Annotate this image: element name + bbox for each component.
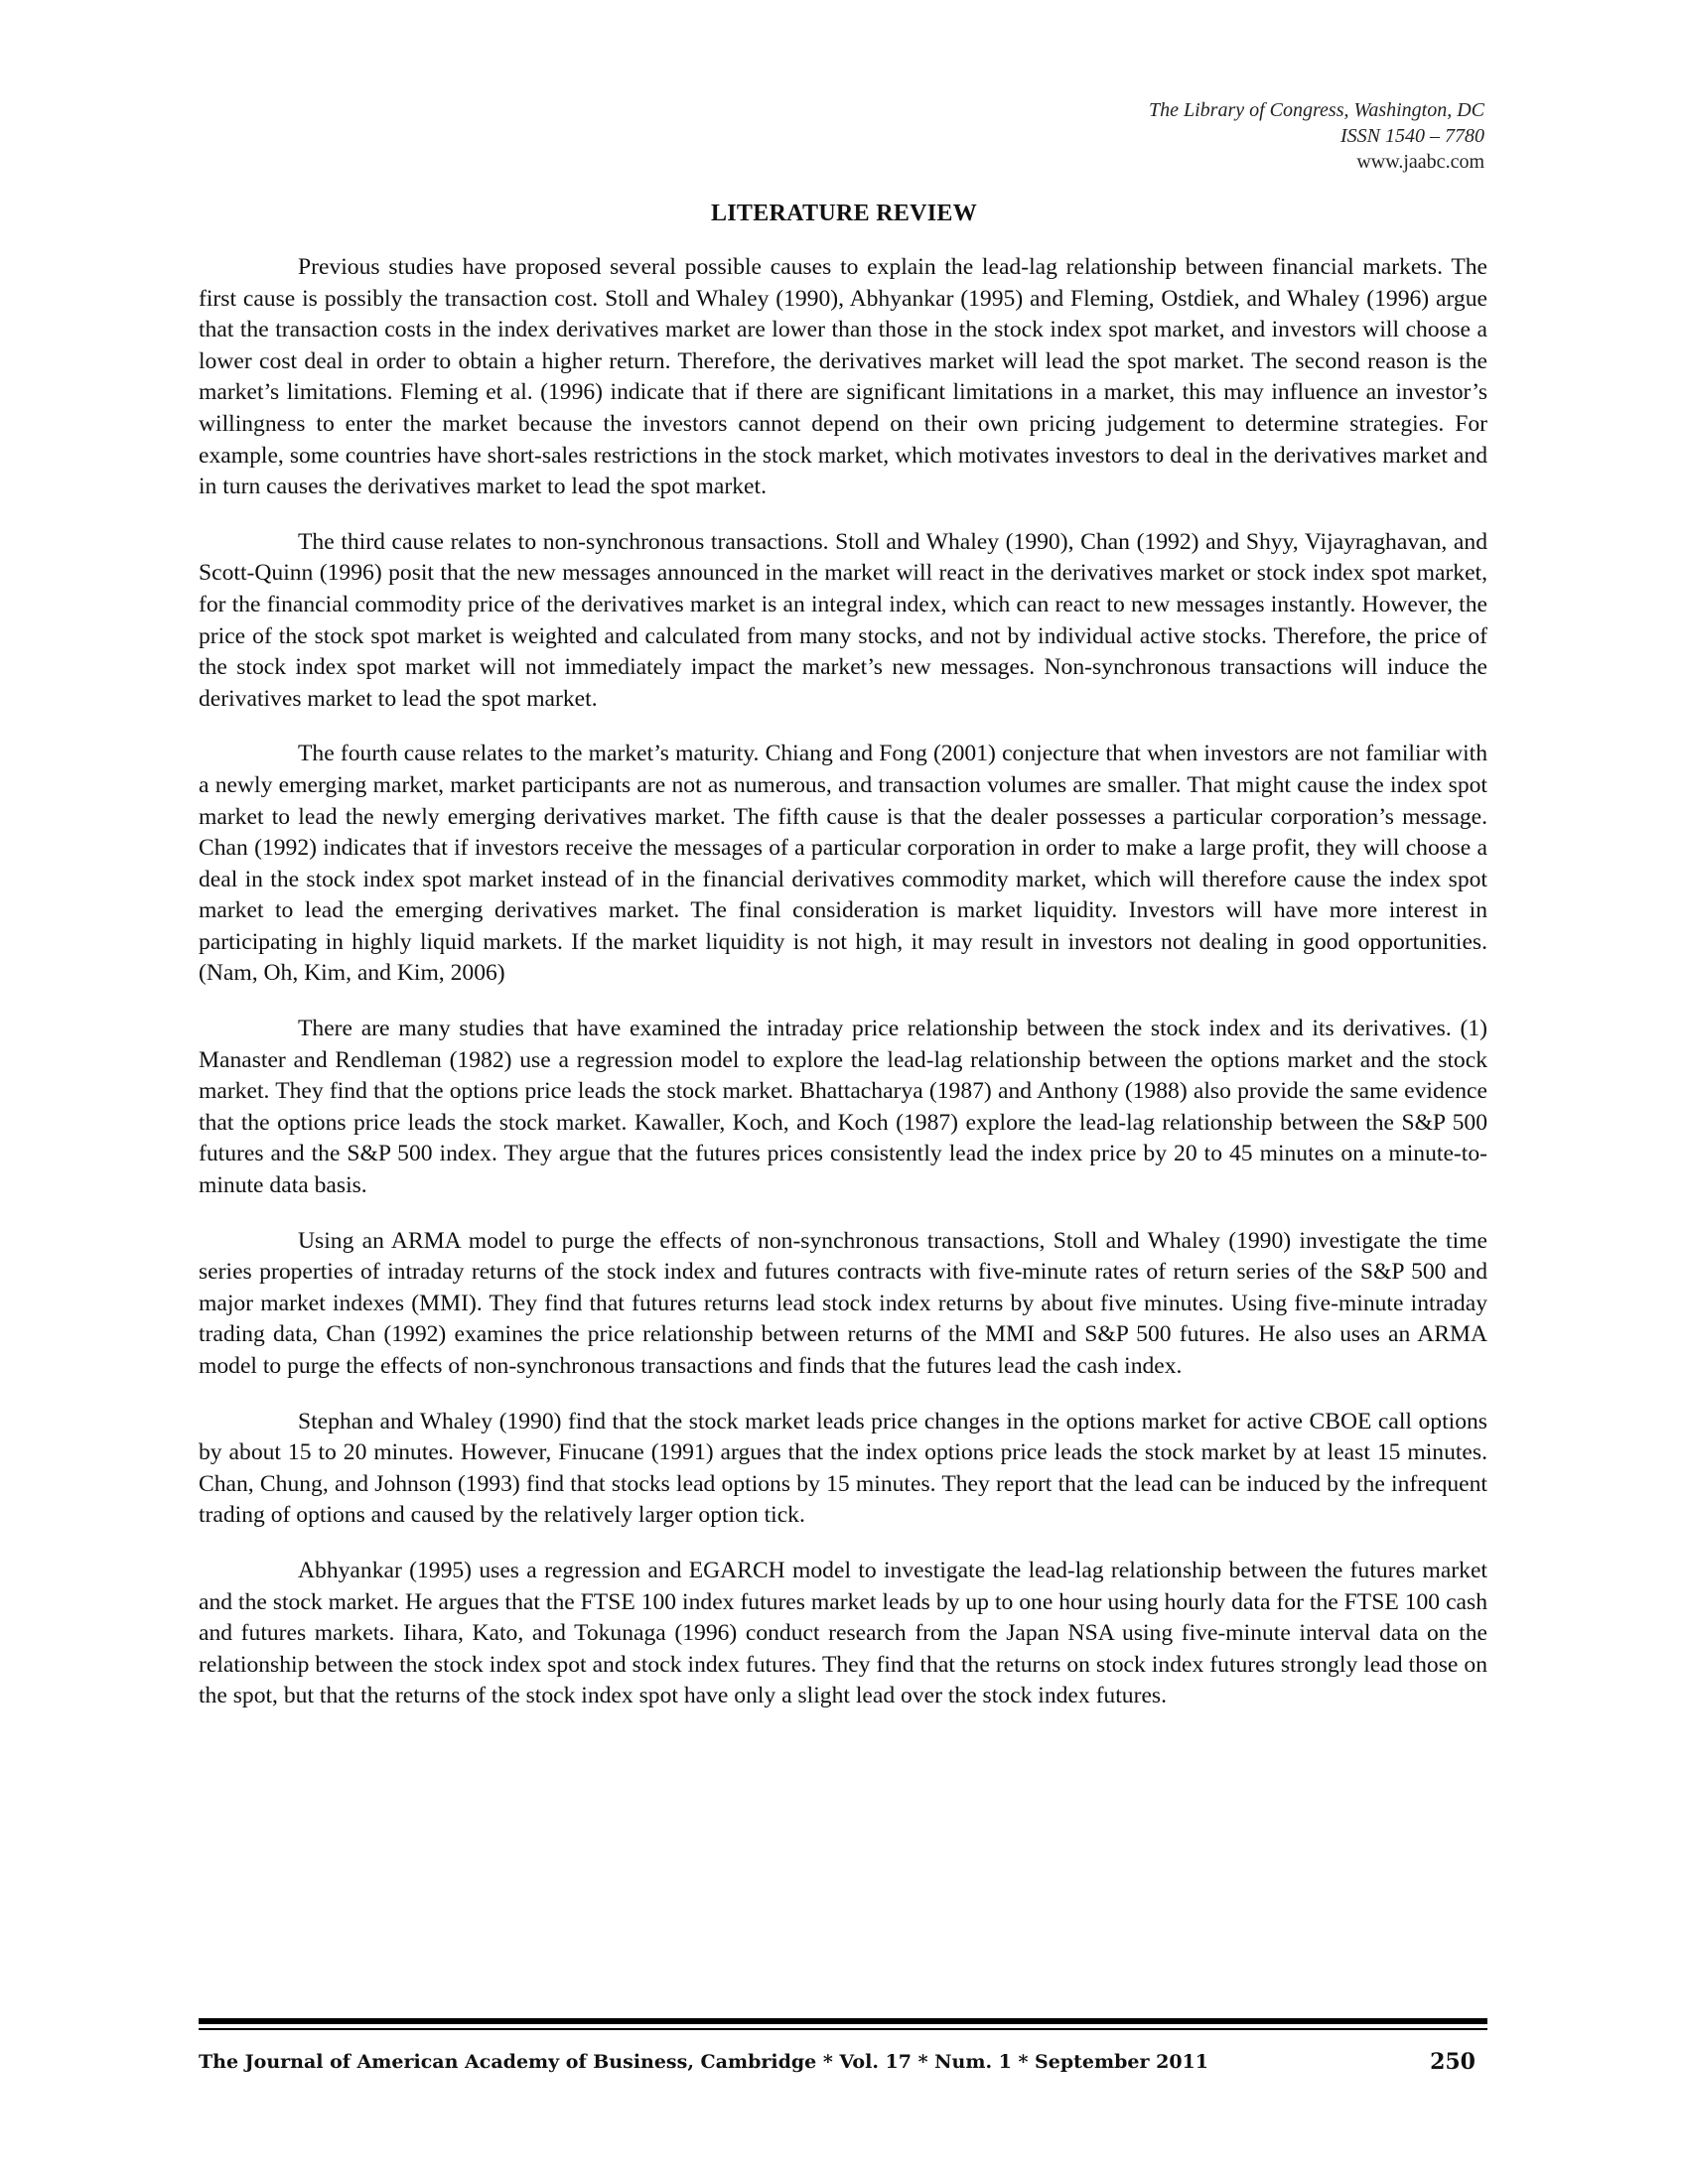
header-website-line: www.jaabc.com [1356,151,1484,173]
paragraph-5: Using an ARMA model to purge the effects of non-synchronous transactions, Stoll and Whaley (1990) investigate the time series properties of intraday returns of the stock index and futures contracts with five-minute rates of return series of the S&P 500 and major market indexes (MMI). They find that futures returns lead stock index returns by about five minutes. Using five-minute intraday trading data, Chan (1992) examines the price relationship between returns of the MMI and S&P 500 futures. He also uses an ARMA model to purge the effects of non-synchronous transactions and finds that the futures lead the cash index. [199,1227,1487,1379]
paragraph-3: The fourth cause relates to the market’s maturity. Chiang and Fong (2001) conjecture that when investors are not familiar with a newly emerging market, market participants are not as numerous, and transaction volumes are smaller. That might cause the index spot market to lead the newly emerging derivatives market. The fifth cause is that the dealer possesses a particular corporation’s message. Chan (1992) indicates that if investors receive the messages of a particular corporation in order to make a large profit, they will choose a deal in the stock index spot market instead of in the financial derivatives commodity market, which will therefore cause the index spot market to lead the emerging derivatives market. The final consideration is market liquidity. Investors will have more interest in participating in highly liquid markets. If the market liquidity is not high, it may result in investors not dealing in good opportunities. (Nam, Oh, Kim, and Kim, 2006) [199,741,1487,987]
section-title: LITERATURE REVIEW [710,201,978,226]
body-text [199,252,1487,1736]
footer-journal-citation: The Journal of American Academy of Business, Cambridge * Vol. 17 * Num. 1 * September 2011 [199,2051,1209,2073]
footer-rule-thick [199,2018,1487,2024]
paragraph-2: The third cause relates to non-synchronous transactions. Stoll and Whaley (1990), Chan (1992) and Shyy, Vijayraghavan, and Scott-Quinn (1996) posit that the new messages announced in the market will react in the derivatives market or stock index spot market, for the financial commodity price of the derivatives market is an integral index, which can react to new messages instantly. However, the price of the stock spot market is weighted and calculated from many stocks, and not by individual active stocks. Therefore, the price of the stock index spot market will not immediately impact the market’s new messages. Non-synchronous transactions will induce the derivatives market to lead the spot market. [199,528,1487,712]
footer-rule-thin [199,2028,1487,2030]
running-header [1149,97,1484,175]
header-issn-line: ISSN 1540 – 7780 [1340,125,1484,147]
paragraph-4: There are many studies that have examined the intraday price relationship between the stock index and its derivatives. (1) Manaster and Rendleman (1982) use a regression model to explore the lead-lag relationship between the options market and the stock market. They find that the options price leads the stock market. Bhattacharya (1987) and Anthony (1988) also provide the same evidence that the options price leads the stock market. Kawaller, Koch, and Koch (1987) explore the lead-lag relationship between the S&P 500 futures and the S&P 500 index. They argue that the futures prices consistently lead the index price by 20 to 45 minutes on a minute-to-minute data basis. [199,1016,1487,1199]
paragraph-7: Abhyankar (1995) uses a regression and EGARCH model to investigate the lead-lag relationship between the futures market and the stock market. He argues that the FTSE 100 index futures market leads by up to one hour using hourly data for the FTSE 100 cash and futures markets. Iihara, Kato, and Tokunaga (1996) conduct research from the Japan NSA using five-minute interval data on the relationship between the stock index spot and stock index futures. They find that the returns on stock index futures strongly lead those on the spot, but that the returns of the stock index spot have only a slight lead over the stock index futures. [199,1557,1487,1709]
page-number: 250 [1430,2049,1476,2075]
paragraph-1: Previous studies have proposed several possible causes to explain the lead-lag relationship between financial markets. The first cause is possibly the transaction cost. Stoll and Whaley (1990), Abhyankar (1995) and Fleming, Ostdiek, and Whaley (1996) argue that the transaction costs in the index derivatives market are lower than those in the stock index spot market, and investors will choose a lower cost deal in order to obtain a higher return. Therefore, the derivatives market will lead the spot market. The second reason is the market’s limitations. Fleming et al. (1996) indicate that if there are significant limitations in a market, this may influence an investor’s willingness to enter the market because the investors cannot depend on their own pricing judgement to determine strategies. For example, some countries have short-sales restrictions in the stock market, which motivates investors to deal in the derivatives market and in turn causes the derivatives market to lead the spot market. [199,254,1487,500]
paragraph-6: Stephan and Whaley (1990) find that the stock market leads price changes in the options market for active CBOE call options by about 15 to 20 minutes. However, Finucane (1991) argues that the index options price leads the stock market by at least 15 minutes. Chan, Chung, and Johnson (1993) find that stocks lead options by 15 minutes. They report that the lead can be induced by the infrequent trading of options and caused by the relatively larger option tick. [199,1408,1487,1529]
header-library-line: The Library of Congress, Washington, DC [1148,99,1484,121]
